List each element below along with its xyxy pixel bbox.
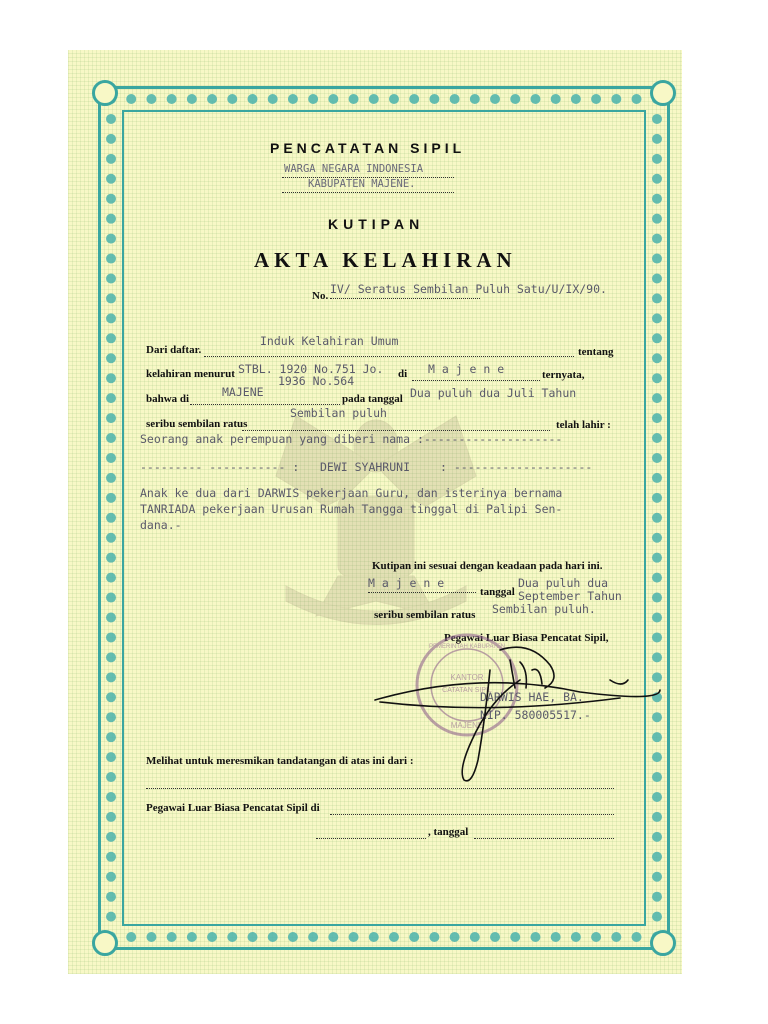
- paragraph-line2: TANRIADA pekerjaan Urusan Rumah Tangga tinggal di Palipi Sen-: [140, 502, 563, 516]
- dotted-line: [146, 788, 614, 789]
- dotted-line: [330, 298, 480, 299]
- closing-date2: September Tahun: [518, 589, 622, 603]
- kutipan-heading: KUTIPAN: [328, 216, 425, 232]
- officer-nip: NIP. 580005517.-: [480, 708, 591, 722]
- closing-tanggal-label: tanggal: [480, 586, 515, 598]
- footer-tanggal-label: , tanggal: [428, 826, 469, 838]
- bahwa-label: bahwa di: [146, 393, 190, 405]
- header-line3: KABUPATEN MAJENE.: [308, 178, 416, 190]
- dotted-line: [412, 380, 540, 381]
- corner-ornament-icon: [92, 930, 118, 956]
- seribu-label: seribu sembilan ratus: [146, 418, 248, 430]
- pegawai-label: Pegawai Luar Biasa Pencatat Sipil di: [146, 802, 320, 814]
- closing-date3: Sembilan puluh.: [492, 602, 596, 616]
- header-line2: WARGA NEGARA INDONESIA: [284, 163, 424, 175]
- dotted-line: [330, 814, 614, 815]
- paragraph-line1: Anak ke dua dari DARWIS pekerjaan Guru, dan isterinya bernama: [140, 486, 563, 500]
- body-line2-left: --------- ----------- :: [140, 460, 300, 474]
- officer-name: DARWIS HAE, BA.: [480, 690, 584, 704]
- document-title: AKTA KELAHIRAN: [254, 248, 517, 272]
- child-name: DEWI SYAHRUNI: [320, 460, 411, 474]
- closing-date1: Dua puluh dua: [518, 576, 609, 590]
- telah-lahir-label: telah lahir :: [556, 419, 611, 431]
- corner-ornament-icon: [650, 930, 676, 956]
- officer-title: Pegawai Luar Biasa Pencatat Sipil,: [444, 632, 609, 644]
- pada-tanggal-label: pada tanggal: [342, 393, 403, 405]
- seribu-value: Sembilan puluh: [290, 406, 387, 420]
- ternyata-label: ternyata,: [542, 369, 585, 381]
- garuda-emblem-watermark-icon: [256, 386, 496, 646]
- body-line2-right: : --------------------: [440, 460, 593, 474]
- header-line1: PENCATATAN SIPIL: [270, 140, 466, 156]
- kelahiran-value1: STBL. 1920 No.751 Jo.: [238, 362, 384, 376]
- dotted-line: [282, 192, 454, 193]
- tentang-label: tentang: [578, 346, 614, 358]
- number-label: No.: [312, 290, 329, 302]
- bahwa-value: MAJENE: [222, 385, 264, 399]
- dotted-line: [368, 592, 476, 593]
- dotted-line: [190, 404, 340, 405]
- tanggal-value: Dua puluh dua Juli Tahun: [410, 386, 577, 400]
- stamp-text-catatan: CATATAN SIPIL: [442, 687, 492, 694]
- stamp-text-kantor: KANTOR: [450, 673, 484, 682]
- kelahiran-label: kelahiran menurut: [146, 368, 235, 380]
- number-value: IV/ Seratus Sembilan Puluh Satu/U/IX/90.: [330, 282, 607, 296]
- stamp-text-pemerintah: PEMERINTAH KABUPATEN: [428, 644, 506, 650]
- stamp-text-majene: MAJENE: [450, 721, 484, 730]
- corner-ornament-icon: [650, 80, 676, 106]
- corner-ornament-icon: [92, 80, 118, 106]
- di-value: M a j e n e: [428, 362, 505, 376]
- dotted-line: [204, 356, 574, 357]
- closing-seribu-label: seribu sembilan ratus: [374, 609, 476, 621]
- di-label: di: [398, 368, 408, 380]
- closing-place: M a j e n e: [368, 576, 445, 590]
- kutipan-sesuai-text: Kutipan ini sesuai dengan keadaan pada hari ini.: [372, 560, 603, 572]
- dari-daftar-label: Dari daftar.: [146, 344, 202, 356]
- dotted-line: [242, 430, 550, 431]
- dari-daftar-value: Induk Kelahiran Umum: [260, 334, 399, 348]
- melihat-text: Melihat untuk meresmikan tandatangan di atas ini dari :: [146, 755, 414, 767]
- kelahiran-value2: 1936 No.564: [278, 374, 355, 388]
- dotted-line: [316, 838, 426, 839]
- body-line1: Seorang anak perempuan yang diberi nama :--------------------: [140, 432, 563, 446]
- paragraph-line3: dana.-: [140, 518, 182, 532]
- dotted-line: [474, 838, 614, 839]
- handwritten-signature: [360, 640, 670, 790]
